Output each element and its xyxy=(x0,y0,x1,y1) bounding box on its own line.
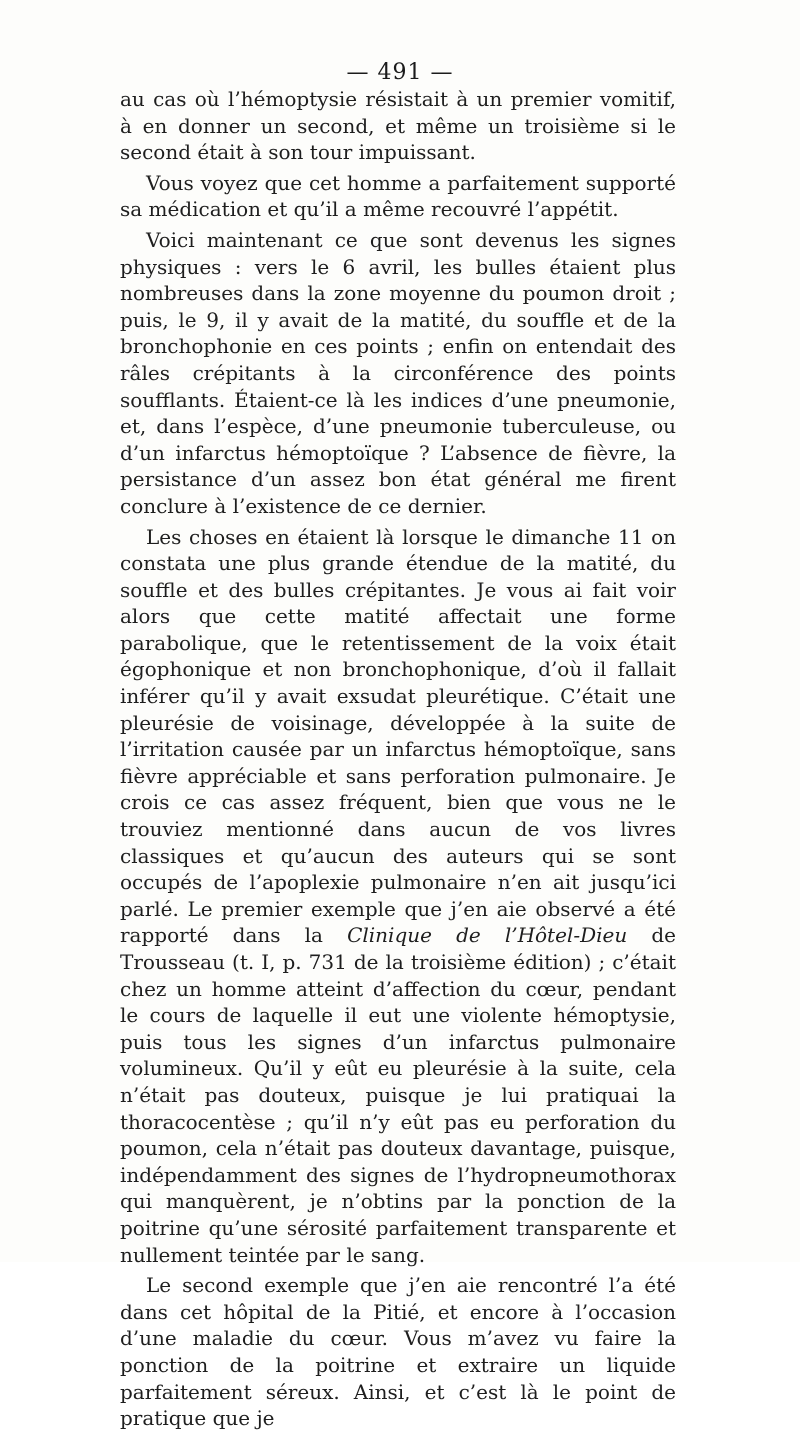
page-number: — 491 — xyxy=(346,60,454,85)
paragraph-2: Vous voyez que cet homme a parfaitement supporté sa médication et qu’il a même recouvré l’appétit. xyxy=(120,170,676,222)
body-text xyxy=(120,86,676,1436)
paragraph-4-text-before: Les choses en étaient là lorsque le dimanche 11 on constata une plus grande étendue de la matité, du souffle et des bulles crépitantes. Je vous ai fait voir alors que cette matité affectait une forme parabolique, que le retentissement de la voix était égophonique et non bronchophonique, d’où il fallait inférer qu’il y avait exsudat pleurétique. C’était une pleurésie de voisinage, développée à la suite de l’irritation causée par un infarctus hémoptoïque, sans fièvre appréciable et sans perforation pulmonaire. Je crois ce cas assez fréquent, bien que vous ne le trouviez mentionné dans aucun de vos livres classiques et qu’aucun des auteurs qui se sont occupés de l’apoplexie pulmonaire n’en ait jusqu’ici parlé. Le premier exemple que j’en aie observé a été rapporté dans la xyxy=(120,524,676,948)
book-title-italic: Clinique de l’Hôtel-Dieu xyxy=(347,923,628,948)
paragraph-4 xyxy=(120,524,676,1269)
paragraph-5: Le second exemple que j’en aie rencontré l’a été dans cet hôpital de la Pitié, et encore à l’occasion d’une maladie du cœur. Vous m’avez vu faire la ponction de la poitrine et extraire un liquide parfaitement séreux. Ainsi, et c’est là le point de pratique que je xyxy=(120,1273,676,1431)
paragraph-1: au cas où l’hémoptysie résistait à un premier vomitif, à en donner un second, et même un troisième si le second était à son tour impuissant. xyxy=(120,87,676,165)
paragraph-4-text-after: de Trousseau (t. I, p. 731 de la troisième édition) ; c’était chez un homme atteint d’affection du cœur, pendant le cours de laquelle il eut une violente hémoptysie, puis tous les signes d’un infarctus pulmonaire volumineux. Qu’il y eût eu pleurésie à la suite, cela n’était pas douteux, puisque je lui pratiquai la thoracocentèse ; qu’il n’y eût pas eu perforation du poumon, cela n’était pas douteux davantage, puisque, indépendamment des signes de l’hydropneumothorax qui manquèrent, je n’obtins par la ponction de la poitrine qu’une sérosité parfaitement transparente et nullement teintée par le sang. xyxy=(120,923,676,1267)
paragraph-3: Voici maintenant ce que sont devenus les signes physiques : vers le 6 avril, les bulles étaient plus nombreuses dans la zone moyenne du poumon droit ; puis, le 9, il y avait de la matité, du souffle et de la bronchophonie en ces points ; enfin on entendait des râles crépitants à la circonférence des points soufflants. Étaient-ce là les indices d’une pneumonie, et, dans l’espèce, d’une pneumonie tuberculeuse, ou d’un infarctus hémoptoïque ? L’absence de fièvre, la persistance d’un assez bon état général me firent conclure à l’existence de ce dernier. xyxy=(120,227,676,518)
